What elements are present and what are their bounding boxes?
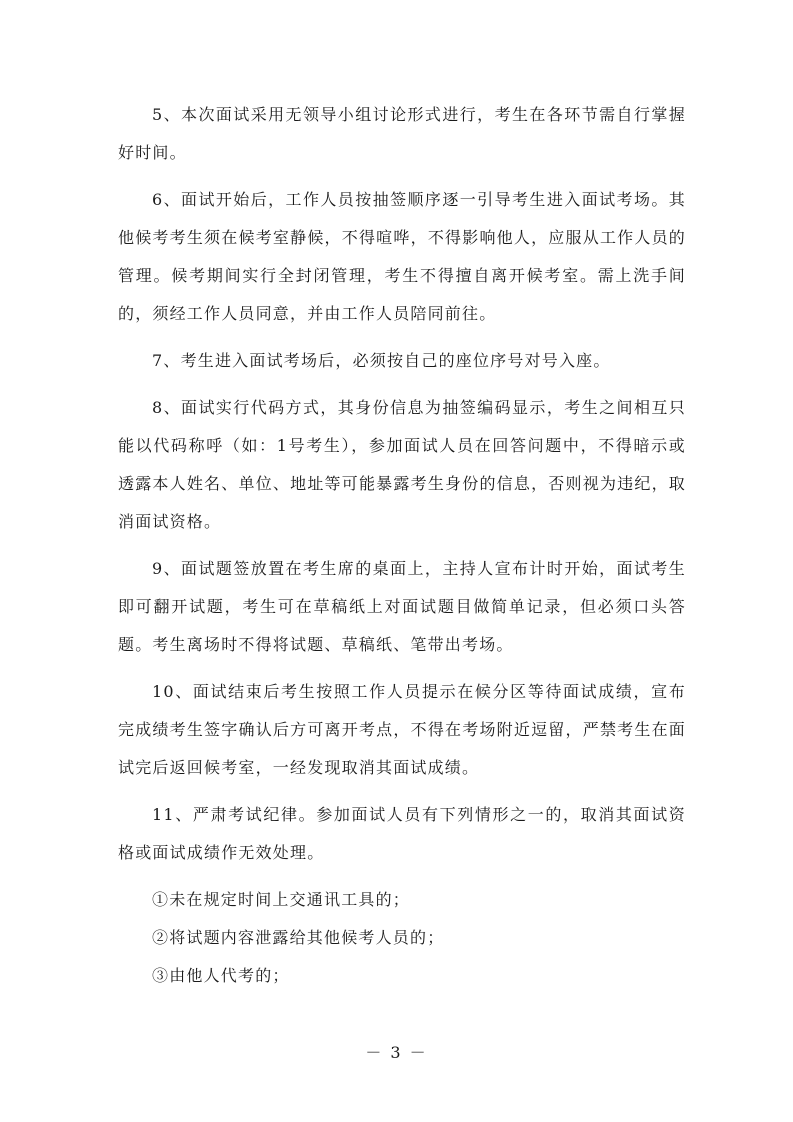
page-number: － 3 － — [365, 1043, 428, 1062]
paragraph-rule-10: 10、面试结束后考生按照工作人员提示在候分区等待面试成绩，宣布完成绩考生签字确认后方可离开考点，不得在考场附近逗留，严禁考生在面试完后返回候考室，一经发现取消其面试成绩。 — [118, 682, 686, 777]
paragraph-rule-7: 7、考生进入面试考场后，必须按自己的座位序号对号入座。 — [152, 351, 611, 370]
list-item-violation-2: ②将试题内容泄露给其他候考人员的； — [152, 928, 445, 947]
paragraph-rule-11: 11、严肃考试纪律。参加面试人员有下列情形之一的，取消其面试资格或面试成绩作无效处理。 — [118, 805, 686, 862]
paragraph-rule-8: 8、面试实行代码方式，其身份信息为抽签编码显示，考生之间相互只能以代码称呼（如：1号考生），参加面试人员在回答问题中，不得暗示或透露本人姓名、单位、地址等可能暴露考生身份的信息，否则视为违纪，取消面试资格。 — [118, 398, 686, 531]
paragraph-rule-9: 9、面试题签放置在考生席的桌面上，主持人宣布计时开始，面试考生即可翻开试题，考生可在草稿纸上对面试题目做简单记录，但必须口头答题。考生离场时不得将试题、草稿纸、笔带出考场。 — [118, 559, 686, 654]
list-item-violation-1: ①未在规定时间上交通讯工具的； — [152, 890, 411, 909]
paragraph-rule-6: 6、面试开始后，工作人员按抽签顺序逐一引导考生进入面试考场。其他候考考生须在候考室静候，不得喧哗，不得影响他人，应服从工作人员的管理。候考期间实行全封闭管理，考生不得擅自离开候考室。需上洗手间的，须经工作人员同意，并由工作人员陪同前往。 — [118, 190, 686, 323]
list-item-violation-3: ③由他人代考的； — [152, 966, 290, 985]
paragraph-rule-5: 5、本次面试采用无领导小组讨论形式进行，考生在各环节需自行掌握好时间。 — [118, 105, 686, 162]
document-body — [118, 96, 686, 995]
